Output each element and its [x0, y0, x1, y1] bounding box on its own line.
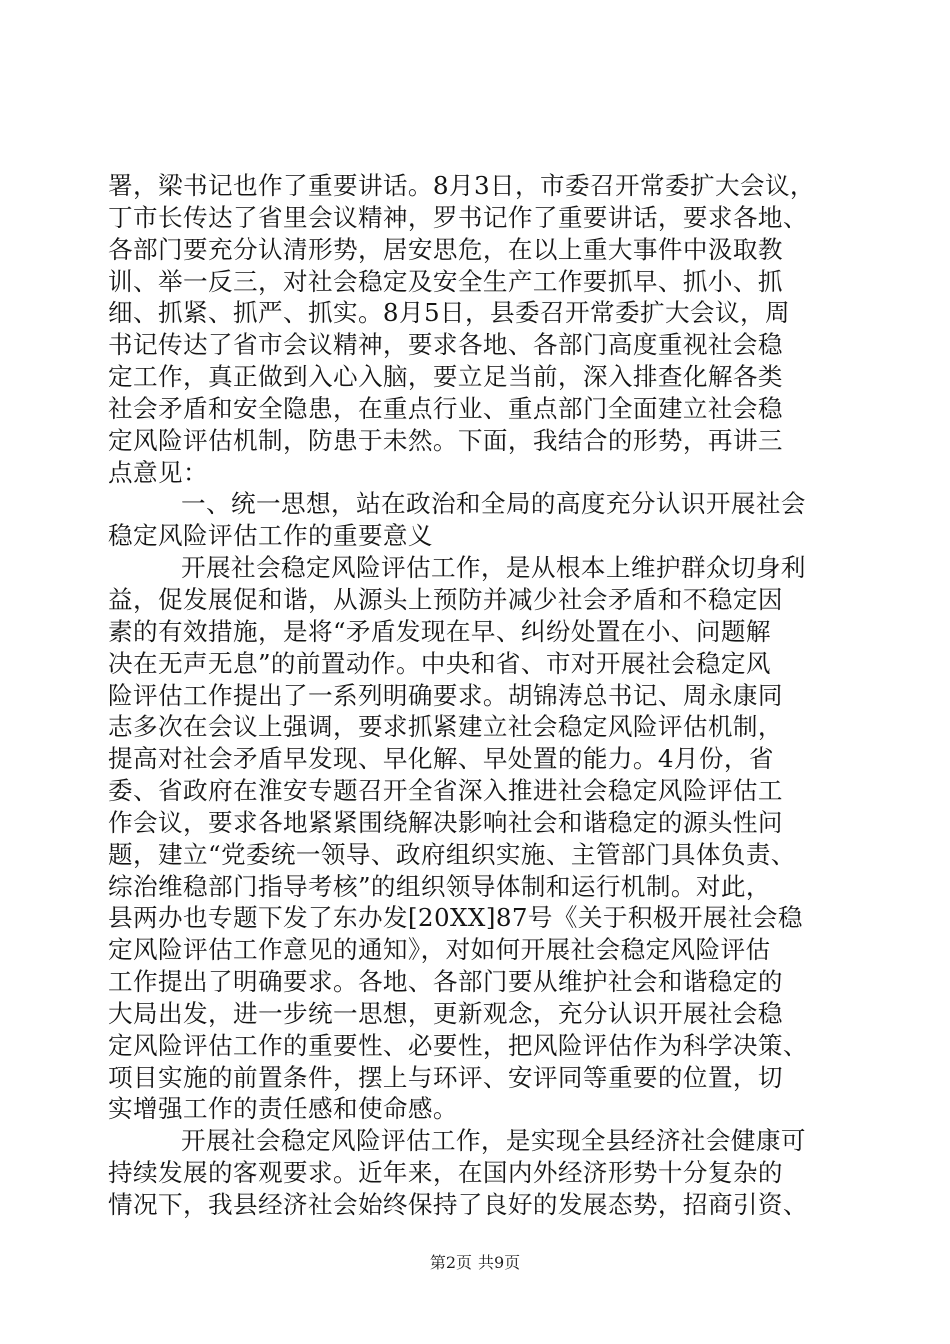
text-line: 大局出发，进一步统一思想，更新观念，充分认识开展社会稳 — [108, 998, 783, 1028]
text-line: 一、统一思想，站在政治和全局的高度充分认识开展社会 — [181, 489, 806, 519]
text-line: 书记传达了省市会议精神，要求各地、各部门高度重视社会稳 — [108, 330, 783, 360]
text-line: 定风险评估工作的重要性、必要性，把风险评估作为科学决策、 — [108, 1030, 808, 1060]
text-line: 素的有效措施，是将“矛盾发现在早、纠纷处置在小、问题解 — [108, 616, 771, 646]
text-line: 益，促发展促和谐，从源头上预防并减少社会矛盾和不稳定因 — [108, 584, 783, 614]
text-line: 题，建立“党委统一领导、政府组织实施、主管部门具体负责、 — [108, 839, 796, 869]
text-line: 稳定风险评估工作的重要意义 — [108, 521, 433, 551]
document-body — [108, 170, 843, 1221]
page-total: 共9页 — [478, 1253, 521, 1272]
text-line: 委、省政府在淮安专题召开全省深入推进社会稳定风险评估工 — [108, 776, 783, 806]
text-line: 训、举一反三，对社会稳定及安全生产工作要抓早、抓小、抓 — [108, 266, 783, 296]
text-line: 点意见： — [108, 457, 208, 487]
text-line: 作会议，要求各地紧紧围绕解决影响社会和谐稳定的源头性问 — [108, 807, 783, 837]
text-line: 社会矛盾和安全隐患，在重点行业、重点部门全面建立社会稳 — [108, 393, 783, 423]
text-line: 开展社会稳定风险评估工作，是从根本上维护群众切身利 — [181, 553, 806, 583]
text-line: 持续发展的客观要求。近年来，在国内外经济形势十分复杂的 — [108, 1158, 783, 1188]
text-line: 细、抓紧、抓严、抓实。8月5日，县委召开常委扩大会议，周 — [108, 298, 790, 328]
text-line: 志多次在会议上强调，要求抓紧建立社会稳定风险评估机制， — [108, 712, 783, 742]
text-line: 工作提出了明确要求。各地、各部门要从维护社会和谐稳定的 — [108, 967, 783, 997]
text-line: 署，梁书记也作了重要讲话。8月3日，市委召开常委扩大会议， — [108, 171, 815, 200]
text-line: 提高对社会矛盾早发现、早化解、早处置的能力。4月份，省 — [108, 744, 774, 774]
text-line: 开展社会稳定风险评估工作，是实现全县经济社会健康可 — [181, 1126, 806, 1156]
text-line: 县两办也专题下发了东办发[20XX]87号《关于积极开展社会稳 — [108, 903, 803, 933]
text-line: 综治维稳部门指导考核”的组织领导体制和运行机制。对此， — [108, 871, 771, 901]
text-line: 实增强工作的责任感和使命感。 — [108, 1094, 458, 1124]
text-line: 定工作，真正做到入心入脑，要立足当前，深入排查化解各类 — [108, 362, 783, 392]
text-line: 定风险评估机制，防患于未然。下面，我结合的形势，再讲三 — [108, 425, 783, 455]
text-line: 丁市长传达了省里会议精神，罗书记作了重要讲话，要求各地、 — [108, 202, 808, 232]
page-number: 第2页 — [429, 1253, 472, 1272]
page-footer — [0, 1253, 950, 1273]
text-line: 定风险评估工作意见的通知》，对如何开展社会稳定风险评估 — [108, 935, 771, 965]
text-line: 决在无声无息”的前置动作。中央和省、市对开展社会稳定风 — [108, 648, 771, 678]
text-line: 各部门要充分认清形势，居安思危，在以上重大事件中汲取教 — [108, 234, 783, 264]
text-line: 项目实施的前置条件，摆上与环评、安评同等重要的位置，切 — [108, 1062, 783, 1092]
text-line: 险评估工作提出了一系列明确要求。胡锦涛总书记、周永康同 — [108, 680, 783, 710]
text-line: 情况下，我县经济社会始终保持了良好的发展态势，招商引资、 — [108, 1190, 808, 1219]
